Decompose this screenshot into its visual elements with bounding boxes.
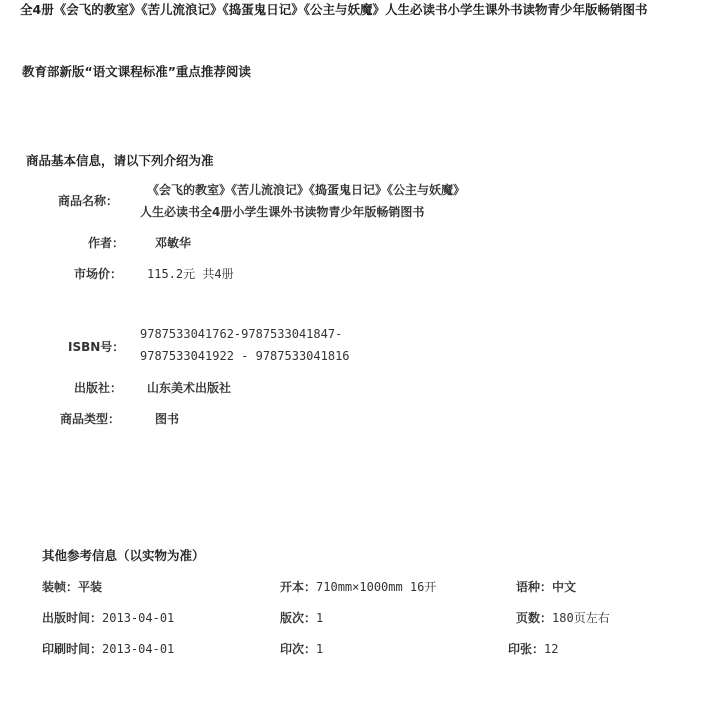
author-label: 作者： — [88, 236, 125, 250]
product-name-label: 商品名称： — [58, 194, 119, 208]
price-label: 市场价： — [74, 267, 123, 281]
edition-field: 版次：1 — [280, 611, 324, 625]
pages-field: 页数：180页左右 — [516, 611, 610, 625]
pubdate-field: 出版时间：2013-04-01 — [42, 611, 175, 625]
author-value: 邓敏华 — [155, 236, 192, 250]
sheets-field: 印张：12 — [508, 642, 559, 656]
product-name-line1: 《会飞的教室》《苦儿流浪记》《捣蛋鬼日记》《公主与妖魔》 — [147, 183, 466, 197]
price-value: 115.2元 共4册 — [147, 267, 234, 281]
binding-field: 装帧：平装 — [42, 580, 103, 594]
other-info-heading: 其他参考信息（以实物为准） — [42, 548, 205, 563]
publisher-label: 出版社： — [74, 381, 123, 395]
language-field: 语种：中文 — [516, 580, 577, 594]
isbn-line2: 9787533041922 - 9787533041816 — [140, 349, 350, 363]
isbn-label: ISBN号： — [68, 340, 125, 354]
page-title: 全4册《会飞的教室》《苦儿流浪记》《捣蛋鬼日记》《公主与妖魔》人生必读书小学生课外书读物青少年版畅销图书 — [20, 2, 648, 17]
publisher-value: 山东美术出版社 — [147, 381, 232, 395]
product-name-line2: 人生必读书全4册小学生课外书读物青少年版畅销图书 — [140, 205, 425, 219]
format-field: 开本：710mm×1000mm 16开 — [280, 580, 437, 594]
product-type-value: 图书 — [155, 412, 180, 426]
page-subtitle: 教育部新版“语文课程标准”重点推荐阅读 — [22, 64, 251, 79]
printing-field: 印次：1 — [280, 642, 324, 656]
printdate-field: 印刷时间：2013-04-01 — [42, 642, 175, 656]
product-type-label: 商品类型： — [60, 412, 121, 426]
isbn-line1: 9787533041762-9787533041847- — [140, 327, 343, 341]
basic-info-heading: 商品基本信息，请以下列介绍为准 — [26, 153, 214, 168]
